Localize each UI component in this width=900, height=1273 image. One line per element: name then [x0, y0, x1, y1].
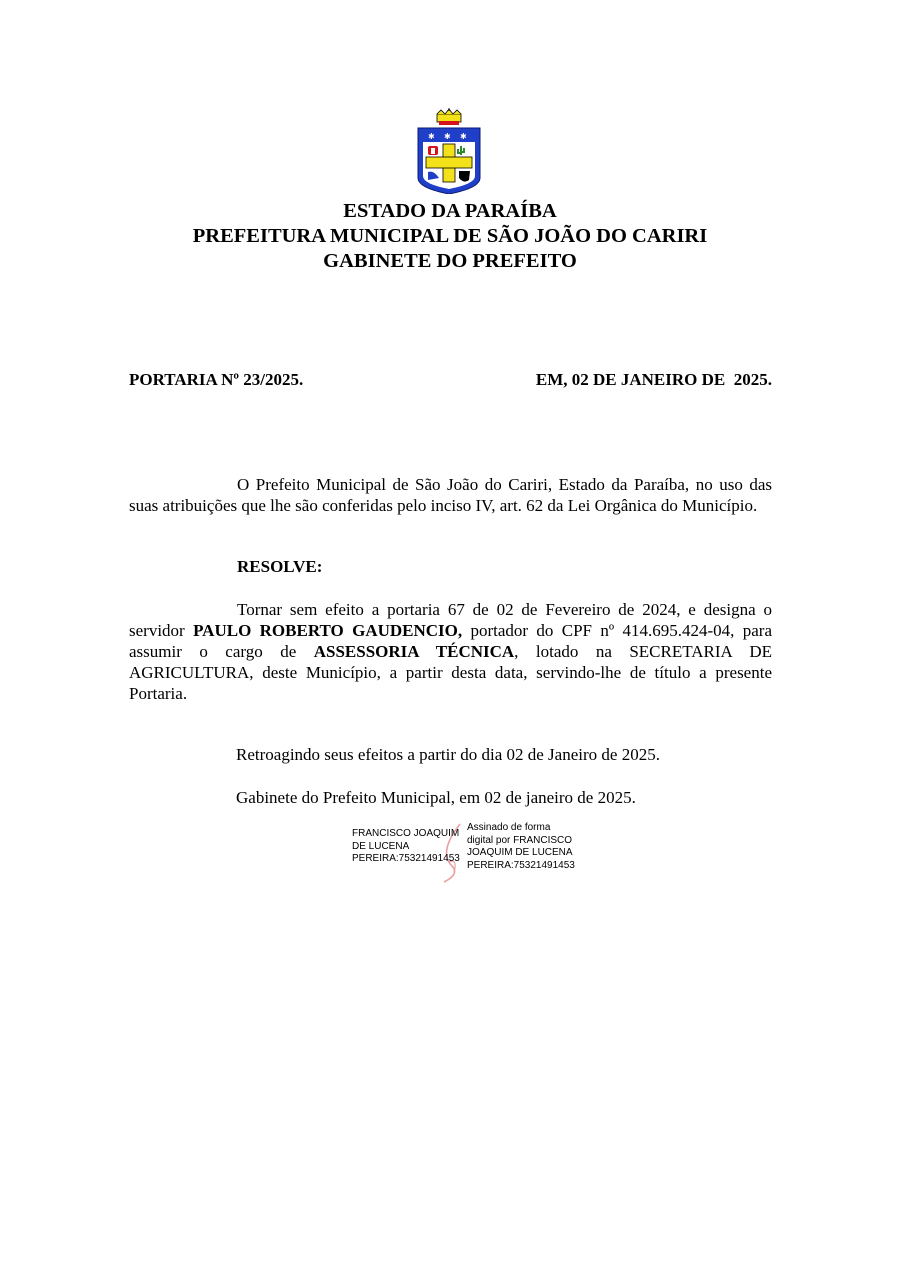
digital-signature-block	[350, 822, 590, 884]
digital-signature-note: Assinado de forma digital por FRANCISCO JOAQUIM DE LUCENA PEREIRA:75321491453	[467, 822, 575, 871]
svg-text:✱: ✱	[444, 132, 451, 141]
position-name: ASSESSORIA TÉCNICA	[313, 642, 515, 661]
municipal-coat-of-arms	[414, 108, 484, 194]
retroactive-clause: Retroagindo seus efeitos a partir do dia 02 de Janeiro de 2025.	[236, 745, 660, 764]
decision-paragraph	[129, 599, 772, 704]
portaria-date: EM, 02 DE JANEIRO DE 2025.	[535, 370, 772, 389]
svg-text:✱: ✱	[428, 132, 435, 141]
decision-text-part3: , lotado na SECRETARIA DE AGRICULTURA, deste Município, a partir desta data, servindo-lhe de título a presente Portaria.	[129, 642, 772, 703]
document-header	[0, 199, 900, 274]
resolve-heading: RESOLVE:	[237, 557, 323, 576]
decision-text-part1: Tornar sem efeito a portaria 67 de 02 de Fevereiro de 2024, e designa o servidor	[129, 600, 772, 640]
decision-text-part2: portador do CPF nº 414.695.424-04, para assumir o cargo de	[129, 621, 772, 661]
municipality-title: PREFEITURA MUNICIPAL DE SÃO JOÃO DO CARIRI	[192, 225, 708, 247]
office-title: GABINETE DO PREFEITO	[323, 250, 577, 272]
signer-name: FRANCISCO JOAQUIM DE LUCENA PEREIRA:75321491453	[352, 828, 460, 864]
svg-text:✱: ✱	[460, 132, 467, 141]
intro-text: O Prefeito Municipal de São João do Cariri, Estado da Paraíba, no uso das suas atribuições que lhe são conferidas pelo inciso IV, art. 62 da Lei Orgânica do Município.	[129, 475, 772, 515]
closing-line: Gabinete do Prefeito Municipal, em 02 de janeiro de 2025.	[236, 788, 636, 807]
portaria-number: PORTARIA Nº 23/2025.	[129, 370, 304, 389]
intro-paragraph	[129, 474, 772, 516]
servant-name: PAULO ROBERTO GAUDENCIO,	[193, 621, 463, 640]
state-title: ESTADO DA PARAÍBA	[343, 200, 557, 222]
